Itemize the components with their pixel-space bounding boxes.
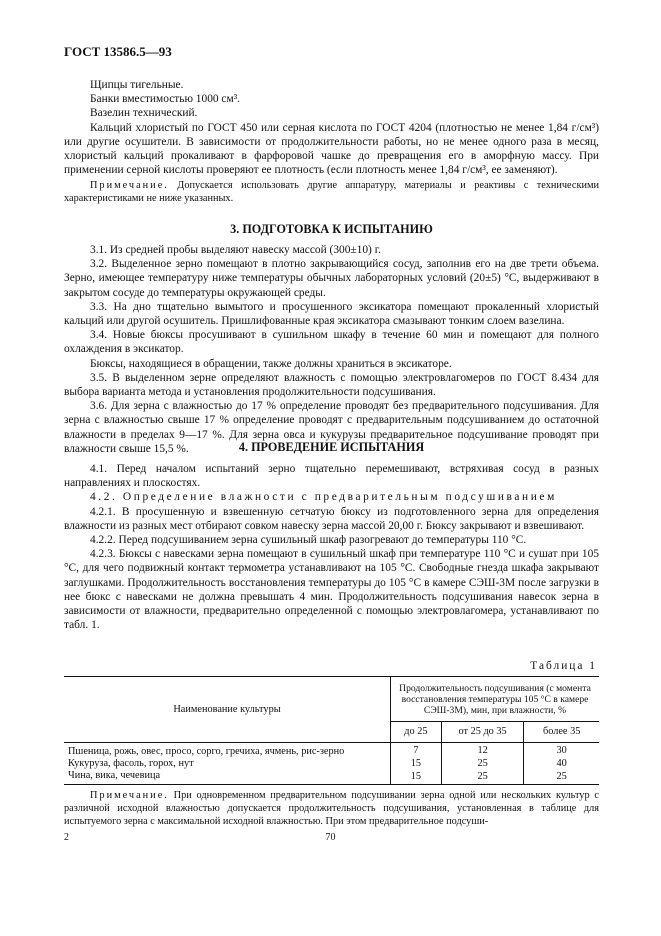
intro-block <box>64 78 599 206</box>
table-cell: 15 <box>391 758 442 770</box>
table-cell: 25 <box>524 770 599 785</box>
table-row <box>64 743 599 759</box>
table-cell-culture: Кукуруза, фасоль, горох, нут <box>68 758 194 769</box>
paragraph: 4.2.3. Бюксы с навесками зерна помещают в сушильный шкаф при температуре 110 °С и сушат при 105 °С, для чего подвижный контакт термометра устанавливают на 105 °С. Свободные гнезда шкафа закрывают заглушками. Продолжительность восстановления температуры до 105 °С в камере СЭШ-3М после загрузки в нее бюкс с навесками не должна превышать 4 мин. Продолжительность подсушивания навесок зерна в зависимости от влажности, предварительно определенной с помощью электровлагомера, устанавливают по табл. 1. <box>64 548 599 632</box>
table-cell: 25 <box>441 758 524 770</box>
table-cell: 12 <box>441 743 524 759</box>
table-cell: 25 <box>441 770 524 785</box>
intro-line: Щипцы тигельные. <box>90 79 184 91</box>
table-note-paragraph <box>64 790 599 828</box>
intro-paragraph: Кальций хлористый по ГОСТ 450 или серная кислота по ГОСТ 4204 (плотностью не менее 1,84 г/см³) или другие осушители. В зависимости от продолжительности работы, но не менее одного раза в месяц, хлористый кальций прокаливают в фарфоровой чашке до превращения его в аморфную массу. При применении серной кислоты проверяют ее плотность (если плотность менее 1,84 г/см³, ее заменяют). <box>64 121 599 177</box>
table-cell-culture: Чина, вика, чечевица <box>68 770 161 781</box>
document-header: ГОСТ 13586.5—93 <box>64 44 172 59</box>
paragraph: 4.2.1. В просушенную и взвешенную сетчатую бюксу из подготовленного зерна для определения влажности из разных мест отбирают совком навеску зерна массой 20,00 г. Бюксу закрывают и взвешивают. <box>64 505 599 532</box>
paragraph: Бюксы, находящиеся в обращении, также должны храниться в эксикаторе. <box>90 357 452 370</box>
intro-line: Банки вместимостью 1000 см³. <box>90 93 240 106</box>
section-4-body <box>64 462 599 632</box>
intro-note <box>64 180 599 206</box>
table-row <box>64 758 599 770</box>
table-row <box>64 770 599 785</box>
note-text: Допускается использовать другие аппаратуру, материалы и реактивы с техническими характеристиками не ниже указанных. <box>64 180 599 205</box>
page-footer-left: 2 <box>64 832 69 843</box>
table-note <box>64 790 599 828</box>
table-cell: 40 <box>524 758 599 770</box>
paragraph: 4.2.2. Перед подсушиванием зерна сушильный шкаф разогревают до температуры 110 °С. <box>90 534 527 547</box>
table-subheader: от 25 до 35 <box>441 722 524 743</box>
section-3-body <box>64 243 599 456</box>
table-cell-culture: Пшеница, рожь, овес, просо, сорго, гречиха, ячмень, рис-зерно <box>68 746 345 757</box>
paragraph: 3.5. В выделенном зерне определяют влажность с помощью электровлагомеров по ГОСТ 8.434 для выбора варианта метода и установления продолжительности подсушивания. <box>64 371 599 399</box>
intro-line: Вазелин технический. <box>90 107 198 120</box>
table-cell: 30 <box>524 743 599 759</box>
subsection-heading: 4.2. Определение влажности с предварительным подсушиванием <box>90 491 557 504</box>
paragraph: 3.6. Для зерна с влажностью до 17 % определение проводят без предварительного подсушивания. Для зерна с влажностью свыше 17 % определение проводят с предварительным подсушиванием до остаточной влажности в пределах 9—17 %. Для зерна овса и кукурузы предварительное подсушивание проводят при влажности свыше 15,5 %. <box>64 400 599 455</box>
note-label: Примечание. <box>90 180 169 192</box>
paragraph: 3.1. Из средней пробы выделяют навеску массой (300±10) г. <box>90 244 381 256</box>
table-cell: 7 <box>391 743 442 759</box>
note-label: Примечание. <box>90 790 169 801</box>
page-number: 70 <box>325 832 336 843</box>
paragraph: 3.4. Новые бюксы просушивают в сушильном шкафу в течение 60 мин и помещают для полного охлаждения в эксикатор. <box>64 329 599 356</box>
paragraph: 3.3. На дно тщательно вымытого и просушенного эксикатора помещают прокаленный хлористый кальций или другой осушитель. Пришлифованные края эксикатора смазывают тонким слоем вазелина. <box>64 300 599 328</box>
table-cell: 15 <box>391 770 442 785</box>
table-header-culture: Наименование культуры <box>64 677 391 743</box>
drying-table <box>64 676 599 785</box>
note-text: При одновременном предварительном подсушивании зерна одной или нескольких культур с различной исходной влажностью допускается продолжительность подсушивания, установленная в таблице для испытуемого зерна с максимальной исходной влажностью. При этом предварительное подсуши- <box>64 790 599 827</box>
section-4-title: 4. ПРОВЕДЕНИЕ ИСПЫТАНИЯ <box>238 440 425 454</box>
table-caption: Таблица 1 <box>530 660 597 672</box>
table-header-group: Продолжительность подсушивания (с момента восстановления температуры 105 °С в камере СЭШ-3М), мин, при влажности, % <box>391 677 600 722</box>
section-3-title: 3. ПОДГОТОВКА К ИСПЫТАНИЮ <box>230 222 433 236</box>
table-subheader: до 25 <box>391 722 442 743</box>
table-subheader: более 35 <box>524 722 599 743</box>
paragraph: 3.2. Выделенное зерно помещают в плотно закрывающийся сосуд, заполнив его на две трети объема. Зерно, имеющее температуру ниже температуры обычных лабораторных условий (20±5) °С, выдерживают в закрытом сосуде до температуры окружающей среды. <box>64 258 599 299</box>
paragraph: 4.1. Перед началом испытаний зерно тщательно перемешивают, встряхивая сосуд в разных направлениях и плоскостях. <box>64 463 599 490</box>
